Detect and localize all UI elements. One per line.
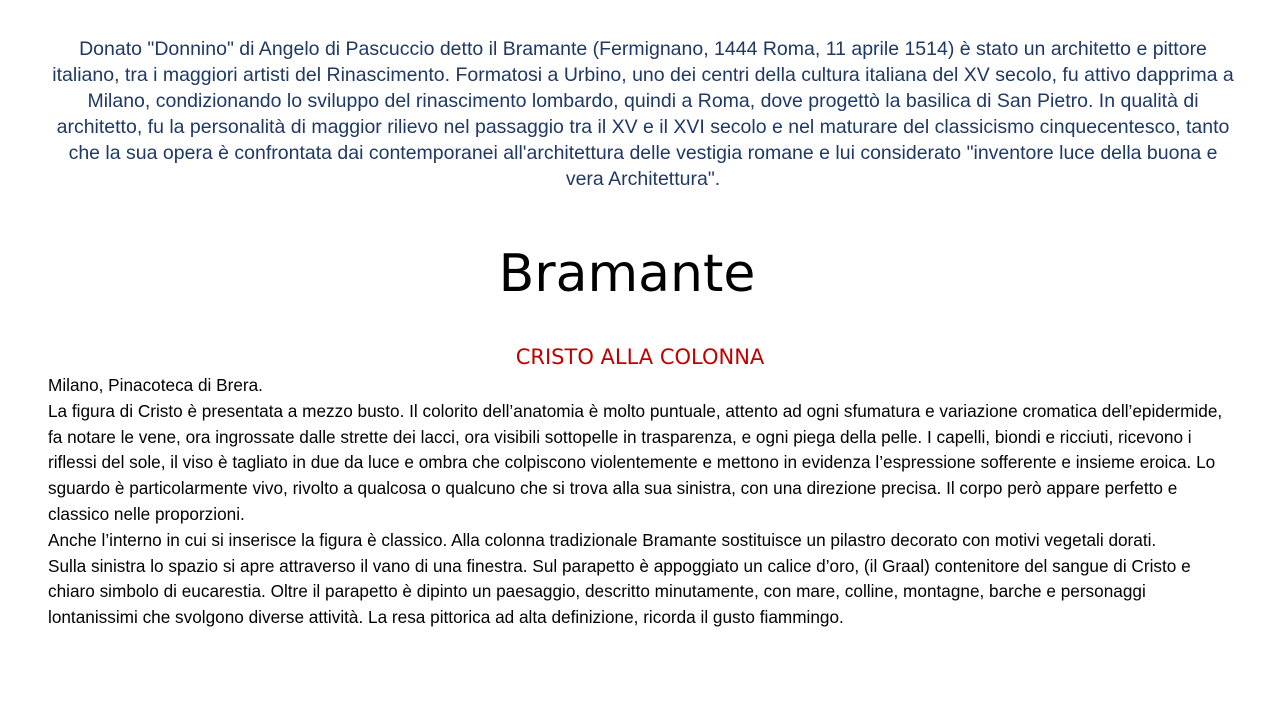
description-paragraph: Anche l’interno in cui si inserisce la figura è classico. Alla colonna tradizionale Bramante sostituisce un pilastro decorato con motivi vegetali dorati. [48,529,1157,550]
artwork-description [48,373,1238,631]
location-line: Milano, Pinacoteca di Brera. [48,375,263,395]
artwork-subtitle: CRISTO ALLA COLONNA [515,345,765,369]
description-paragraph: Sulla sinistra lo spazio si apre attraverso il vano di una finestra. Sul parapetto è appoggiato un calice d’oro, (il Graal) contenitore del sangue di Cristo e chiaro simbolo di eucarestia. Oltre il parapetto è dipinto un paesaggio, descritto minutamente, con mare, colline, montagne, barche e personaggi lontanissimi che svolgono diverse attività. La resa pittorica ad alta definizione, ricorda il gusto fiammingo. [48,555,1191,628]
intro-paragraph: Donato "Donnino" di Angelo di Pascuccio detto il Bramante (Fermignano, 1444 Roma, 11 aprile 1514) è stato un architetto e pittore italiano, tra i maggiori artisti del Rinascimento. Formatosi a Urbino, uno dei centri della cultura italiana del XV secolo, fu attivo dapprima a Milano, condizionando lo sviluppo del rinascimento lombardo, quindi a Roma, dove progettò la basilica di San Pietro. In qualità di architetto, fu la personalità di maggior rilievo nel passaggio tra il XV e il XVI secolo e nel maturare del classicismo cinquecentesco, tanto che la sua opera è confrontata dai contemporanei all'architettura delle vestigia romane e lui considerato "inventore luce della buona e vera Architettura". [52,38,1234,190]
description-paragraph: La figura di Cristo è presentata a mezzo busto. Il colorito dell’anatomia è molto puntuale, attento ad ogni sfumatura e variazione cromatica dell’epidermide, fa notare le vene, ora ingrossate dalle strette dei lacci, ora visibili sottopelle in trasparenza, e ogni piega della pelle. I capelli, biondi e ricciuti, ricevono i riflessi del sole, il viso è tagliato in due da luce e ombra che colpiscono violentemente e mettono in evidenza l’espressione sofferente e insieme eroica. Lo sguardo è particolarmente vivo, rivolto a qualcosa o qualcuno che si trova alla sua sinistra, con una direzione precisa. Il corpo però appare perfetto e classico nelle proporzioni. [48,400,1223,524]
slide-title: Bramante [498,244,756,304]
